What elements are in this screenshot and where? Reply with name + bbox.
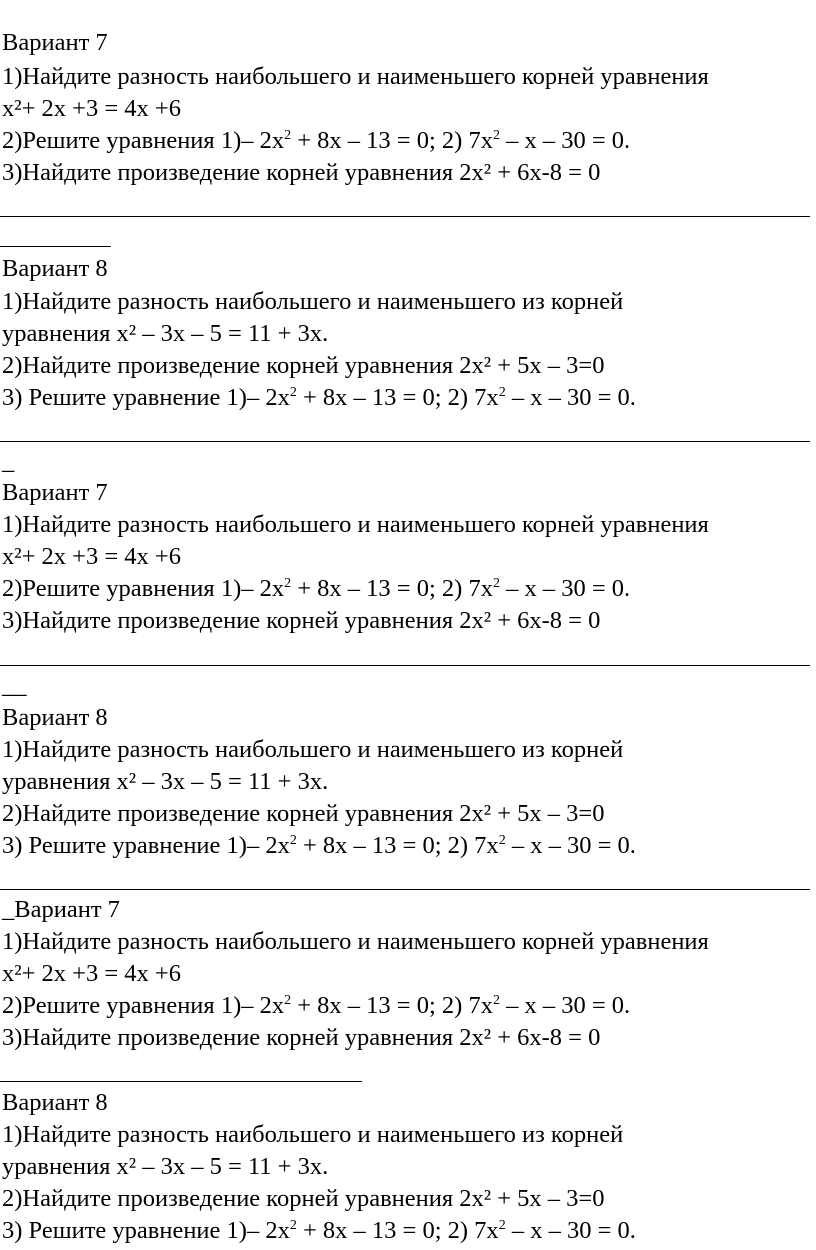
v7-task1-line1: 1)Найдите разность наибольшего и наименьшего корней уравнения	[2, 63, 709, 90]
variant-7-heading: _Вариант 7	[2, 896, 120, 923]
divider-line	[0, 889, 810, 890]
v7-task3: 3)Найдите произведение корней уравнения 2x² + 6x-8 = 0	[2, 607, 601, 634]
divider-line	[0, 665, 810, 666]
v8-task2: 2)Найдите произведение корней уравнения 2x² + 5x – 3=0	[2, 800, 605, 827]
v7-task2: 2)Решите уравнения 1)– $2x^2 + 8x - 13 = 0$; 2) $7x^2 - x - 30 = 0$.	[2, 575, 631, 602]
v8-task2: 2)Найдите произведение корней уравнения 2x² + 5x – 3=0	[2, 352, 605, 379]
v8-task1-line2: уравнения x² – 3x – 5 = 11 + 3x.	[2, 320, 329, 347]
v8-task1-line2: уравнения x² – 3x – 5 = 11 + 3x.	[2, 768, 329, 795]
v8-task3: 3) Решите уравнение 1)– $2x^2 + 8x - 13 = 0$; 2) $7x^2 - x - 30 = 0$.	[2, 832, 636, 859]
variant-7-heading: Вариант 7	[2, 479, 108, 506]
v7-task1-line1: 1)Найдите разность наибольшего и наименьшего корней уравнения	[2, 928, 709, 955]
v8-task1-line1: 1)Найдите разность наибольшего и наименьшего из корней	[2, 1121, 624, 1148]
divider-line	[0, 216, 810, 217]
v7-task1-line1: 1)Найдите разность наибольшего и наименьшего корней уравнения	[2, 511, 709, 538]
variant-8-heading: Вариант 8	[2, 255, 108, 282]
v8-task1-line1: 1)Найдите разность наибольшего и наименьшего из корней	[2, 288, 624, 315]
variant-8-heading: Вариант 8	[2, 704, 108, 731]
v8-task3: 3) Решите уравнение 1)– $2x^2 + 8x - 13 = 0$; 2) $7x^2 - x - 30 = 0$.	[2, 384, 636, 411]
v8-task1-line2: уравнения x² – 3x – 5 = 11 + 3x.	[2, 1153, 329, 1180]
variant-7-heading: Вариант 7	[2, 29, 108, 56]
variant-8-heading: Вариант 8	[2, 1089, 108, 1116]
v7-task3: 3)Найдите произведение корней уравнения 2x² + 6x-8 = 0	[2, 1024, 601, 1051]
v8-task1-line1: 1)Найдите разность наибольшего и наименьшего из корней	[2, 736, 624, 763]
divider-line-short	[0, 246, 111, 247]
divider-line-half	[0, 1081, 362, 1082]
v7-task1-equation: x²+ 2x +3 = 4x +6	[2, 95, 181, 122]
v7-task2: 2)Решите уравнения 1)– $2x^2 + 8x - 13 = 0$; 2) $7x^2 - x - 30 = 0$.	[2, 127, 631, 154]
v7-task1-equation: x²+ 2x +3 = 4x +6	[2, 960, 181, 987]
v7-task3: 3)Найдите произведение корней уравнения 2x² + 6x-8 = 0	[2, 159, 601, 186]
v7-task2: 2)Решите уравнения 1)– $2x^2 + 8x - 13 = 0$; 2) $7x^2 - x - 30 = 0$.	[2, 992, 631, 1019]
separator-underscore: __	[2, 672, 27, 699]
v8-task2: 2)Найдите произведение корней уравнения 2x² + 5x – 3=0	[2, 1185, 605, 1212]
separator-underscore: _	[2, 448, 15, 475]
v7-task1-equation: x²+ 2x +3 = 4x +6	[2, 543, 181, 570]
v8-task3: 3) Решите уравнение 1)– $2x^2 + 8x - 13 = 0$; 2) $7x^2 - x - 30 = 0$.	[2, 1217, 636, 1244]
divider-line	[0, 441, 810, 442]
